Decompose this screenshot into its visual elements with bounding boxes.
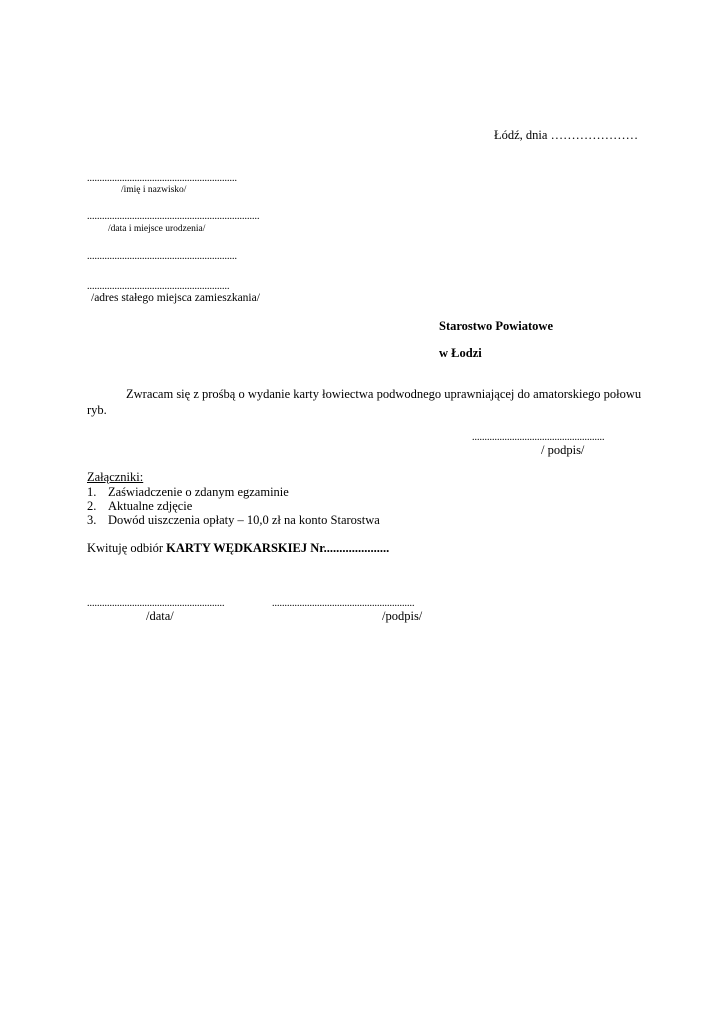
attachment-number: 3. bbox=[87, 513, 97, 527]
signature-label: / podpis/ bbox=[541, 443, 585, 457]
attachment-number: 1. bbox=[87, 485, 97, 499]
attachment-item bbox=[87, 485, 289, 500]
attachment-item bbox=[87, 513, 380, 528]
receipt-line bbox=[87, 541, 389, 556]
receipt-sign-label: /podpis/ bbox=[382, 609, 423, 623]
request-paragraph: Zwracam się z prośbą o wydanie karty łowiectwa podwodnego uprawniającej do amatorskiego połowu ryb. bbox=[87, 387, 642, 417]
attachment-text: Zaświadczenie o zdanym egzaminie bbox=[108, 485, 289, 499]
attachments-heading: Załączniki: bbox=[87, 470, 144, 484]
name-dots-line: ............................................................ bbox=[87, 173, 237, 184]
receipt-prefix: Kwituję odbiór bbox=[87, 541, 167, 555]
birth-dots-line: ..................................................................... bbox=[87, 211, 260, 222]
receipt-sign-dots: ......................................................... bbox=[272, 598, 415, 609]
name-label: /imię i nazwisko/ bbox=[121, 185, 187, 195]
receipt-date-label: /data/ bbox=[146, 609, 174, 623]
address-dots-line-1: ............................................................ bbox=[87, 251, 237, 262]
receipt-card-number: KARTY WĘDKARSKIEJ Nr..................... bbox=[166, 541, 390, 555]
recipient-line-1: Starostwo Powiatowe bbox=[439, 319, 553, 333]
signature-dots-line: ..................................................... bbox=[472, 432, 605, 443]
attachment-text: Aktualne zdjęcie bbox=[108, 499, 193, 513]
receipt-date-dots: ....................................................... bbox=[87, 598, 225, 609]
address-dots-line-2: ......................................................... bbox=[87, 281, 230, 292]
recipient-line-2: w Łodzi bbox=[439, 346, 482, 360]
place-date: Łódź, dnia ………………… bbox=[494, 128, 639, 142]
attachment-text: Dowód uiszczenia opłaty – 10,0 zł na konto Starostwa bbox=[108, 513, 380, 527]
birth-label: /data i miejsce urodzenia/ bbox=[108, 224, 206, 234]
attachment-number: 2. bbox=[87, 499, 97, 513]
attachment-item bbox=[87, 499, 192, 514]
address-label: /adres stałego miejsca zamieszkania/ bbox=[91, 292, 260, 304]
